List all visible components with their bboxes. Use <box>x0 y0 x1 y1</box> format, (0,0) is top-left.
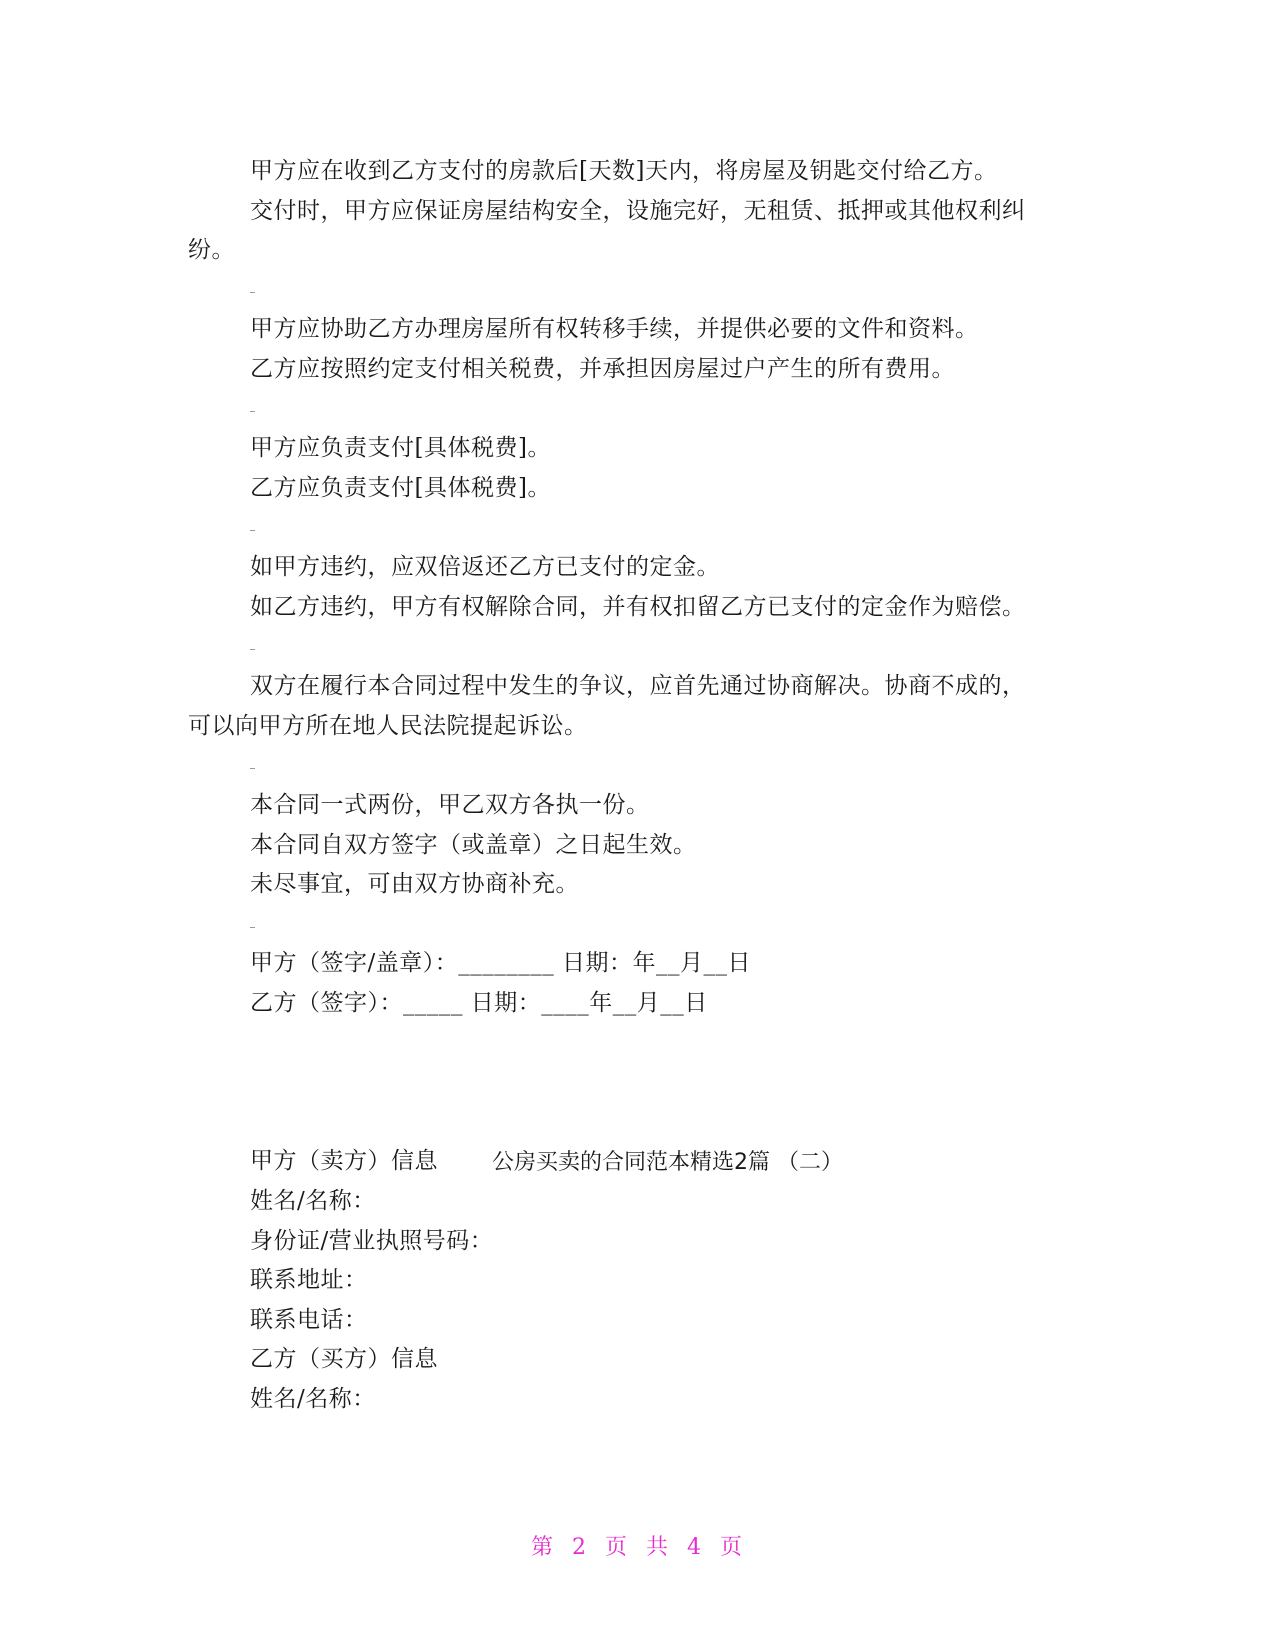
paragraph-buyer-taxes: 乙方应负责支付[具体税费]。 <box>250 475 551 501</box>
footer-total-word: 共 <box>646 1535 671 1560</box>
buyer-info-header: 乙方（买方）信息 <box>250 1346 438 1372</box>
paragraph-dispute: 双方在履行本合同过程中发生的争议，应首先通过协商解决。协商不成的， <box>250 673 1026 699</box>
paragraph-handover-condition-cont: 纷。 <box>188 237 235 263</box>
footer-suffix: 页 <box>720 1535 745 1560</box>
page-footer <box>0 1530 1275 1561</box>
buyer-name-label: 姓名/名称： <box>250 1386 376 1412</box>
section-separator <box>250 649 255 650</box>
footer-page-word: 页 <box>604 1535 629 1560</box>
paragraph-supplement: 未尽事宜，可由双方协商补充。 <box>250 871 579 897</box>
paragraph-seller-breach: 如甲方违约，应双倍返还乙方已支付的定金。 <box>250 554 720 580</box>
paragraph-buyer-breach: 如乙方违约，甲方有权解除合同，并有权扣留乙方已支付的定金作为赔偿。 <box>250 594 1026 620</box>
seller-phone-label: 联系电话： <box>250 1307 368 1333</box>
footer-prefix: 第 <box>530 1535 555 1560</box>
seller-id-label: 身份证/营业执照号码： <box>250 1228 494 1254</box>
paragraph-handover-condition: 交付时，甲方应保证房屋结构安全，设施完好，无租赁、抵押或其他权利纠 <box>250 198 1026 224</box>
paragraph-handover-deadline: 甲方应在收到乙方支付的房款后[天数]天内，将房屋及钥匙交付给乙方。 <box>250 158 998 184</box>
footer-current-page: 2 <box>571 1535 588 1560</box>
section-title: 公房买卖的合同范本精选2篇 （二） <box>492 1150 843 1175</box>
seller-name-label: 姓名/名称： <box>250 1188 376 1214</box>
section-separator <box>250 530 255 531</box>
seller-info-header: 甲方（卖方）信息 <box>250 1148 438 1174</box>
paragraph-copies: 本合同一式两份，甲乙双方各执一份。 <box>250 792 650 818</box>
paragraph-seller-taxes: 甲方应负责支付[具体税费]。 <box>250 435 551 461</box>
signature-buyer: 乙方（签字）：_____ 日期：____年__月__日 <box>250 990 708 1016</box>
seller-address-label: 联系地址： <box>250 1267 368 1293</box>
footer-total-pages: 4 <box>687 1535 704 1560</box>
section-separator <box>250 768 255 769</box>
paragraph-transfer-assist: 甲方应协助乙方办理房屋所有权转移手续，并提供必要的文件和资料。 <box>250 316 979 342</box>
section-separator <box>250 927 255 928</box>
paragraph-effective: 本合同自双方签字（或盖章）之日起生效。 <box>250 832 697 858</box>
section-separator <box>250 292 255 293</box>
signature-seller: 甲方（签字/盖章）：________ 日期：年__月__日 <box>250 950 752 976</box>
section-separator <box>250 411 255 412</box>
paragraph-dispute-cont: 可以向甲方所在地人民法院提起诉讼。 <box>188 713 588 739</box>
paragraph-transfer-fees: 乙方应按照约定支付相关税费，并承担因房屋过户产生的所有费用。 <box>250 356 955 382</box>
